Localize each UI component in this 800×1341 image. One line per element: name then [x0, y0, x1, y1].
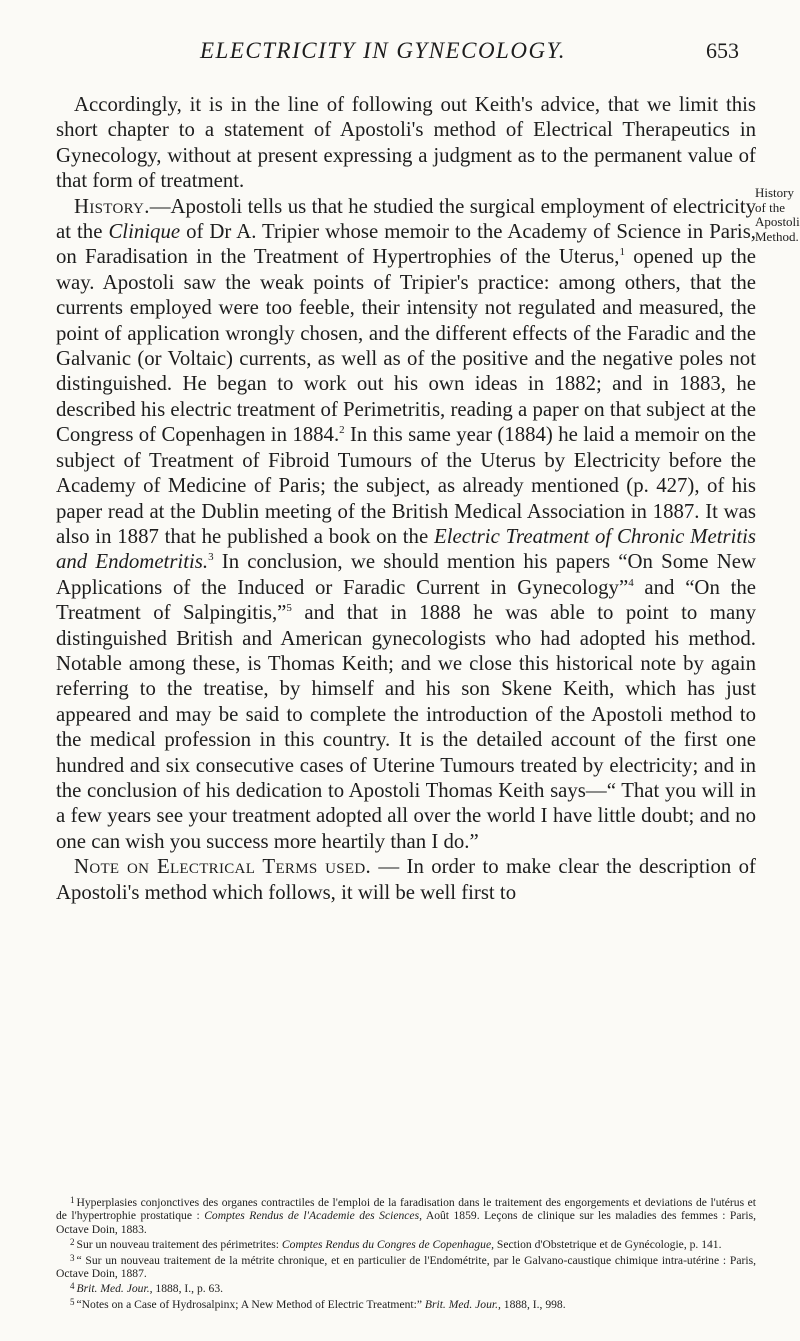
text-run: In this same year (1884) he laid a memoir on the subject of Treatment of Fibroid Tumours of the Uterus by Electricity before the Academy of Medicine of Paris; the subject, as already mentioned (p. 427), of his paper read at the Dublin meeting of the British Medical Association in 1887. It was also in 1887 that he published a book on the	[56, 423, 756, 548]
footnote-source: Comptes Rendus de l'Academie des Sciences,	[204, 1209, 422, 1223]
footnote-text: Sur un nouveau traitement des périmetrites:	[76, 1238, 282, 1252]
footnote-source: Comptes Rendus du Congres de Copenhague,	[281, 1238, 495, 1252]
footnote	[56, 1252, 756, 1281]
text-run: and that in 1888 he was able to point to many distinguished British and American gynecologists who had adopted his method. Notable among these, is Thomas Keith; and we close this historical note by again referring to the treatise, by himself and his son Skene Keith, which has just appeared and may be said to complete the introduction of the Apostoli method to the medical profession in this country. It is the detailed account of the first one hundred and six consecutive cases of Uterine Tumours treated by electricity; and in the conclusion of his dedication to Apostoli Thomas Keith says—“ That you will in a few years see your treatment adopted all over the world I have little doubt; and no one can wish you success more heartily than I do.”	[56, 601, 756, 853]
paragraph-intro: Accordingly, it is in the line of following out Keith's advice, that we limit this short chapter to a statement of Apostoli's method of Electrical Therapeutics in Gynecology, without at present expressing a judgment as to the permanent value of that form of treatment.	[56, 93, 756, 193]
italic-clinique: Clinique	[108, 220, 181, 244]
footnote-source: Brit. Med. Jour.,	[424, 1297, 501, 1311]
footnote-text: “Notes on a Case of Hydrosalpinx; A New Method of Electric Treatment:”	[76, 1297, 425, 1311]
footnote-text: “ Sur un nouveau traitement de la métrite chronique, et en particulier de l'Endométrite, par le Galvano-caustique chimique intra-utérine : Paris, Octave Doin, 1887.	[56, 1253, 756, 1281]
footnote-text: 1888, I., 998.	[500, 1297, 566, 1311]
text-run: —Apostoli tells us that he studied the surgical employment of electricity at the	[56, 194, 756, 244]
paragraph-note	[56, 854, 756, 905]
margin-note-line: Apostoli	[755, 214, 800, 229]
margin-note-line: of the	[755, 199, 785, 215]
text-run: and “On the Treatment of Salpingitis,”	[56, 575, 756, 625]
text-run: In conclusion, we should mention his papers “On Some New Applications of the Induced or Faradic Current in Gynecology”	[56, 550, 757, 599]
footnote-ref: 5	[286, 602, 292, 615]
footnotes	[56, 1194, 756, 1311]
footnote	[56, 1296, 756, 1311]
footnote	[56, 1236, 756, 1251]
footnote-number: 4	[70, 1281, 75, 1292]
paragraph-history	[56, 194, 756, 855]
footnote-ref: 3	[208, 551, 214, 564]
margin-note-line: Method.	[755, 228, 799, 244]
footnote	[56, 1280, 756, 1295]
footnote-ref: 4	[628, 576, 634, 589]
footnote-number: 5	[70, 1296, 75, 1307]
section-heading-history: History.	[74, 194, 150, 218]
footnote-number: 3	[70, 1252, 75, 1263]
running-header	[0, 38, 800, 68]
text-run: of Dr A. Tripier whose memoir to the Academy of Science in Paris, on Faradisation in the Treatment of Hypertrophies of the Uterus,	[56, 220, 756, 269]
footnote-number: 2	[70, 1237, 75, 1248]
footnote	[56, 1194, 756, 1236]
footnote-ref: 1	[619, 246, 625, 259]
main-text	[56, 92, 756, 905]
running-title: ELECTRICITY IN GYNECOLOGY.	[200, 38, 566, 63]
page-number: 653	[706, 38, 739, 63]
footnote-text: 1888, I., p. 63.	[152, 1282, 224, 1296]
margin-note	[755, 186, 800, 244]
footnote-text: Section d'Obstetrique et de Gynécologie, p. 141.	[494, 1238, 722, 1252]
footnote-number: 1	[70, 1195, 75, 1205]
margin-note-line: History	[755, 185, 794, 200]
italic-book-title: Electric Treatment of Chronic Metritis and Endometritis.	[56, 524, 757, 574]
text-run: — In order to make clear the description of Apostoli's method which follows, it will be well first to	[56, 855, 756, 904]
footnote-ref: 2	[339, 424, 345, 437]
text-run: opened up the way. Apostoli saw the weak points of Tripier's practice: among others, that the currents employed were too feeble, their intensity not regulated and measured, the point of application wrongly chosen, and the different effects of the Faradic and the Galvanic (or Voltaic) currents, as well as of the positive and the negative poles not distinguished. He began to work out his own ideas in 1882; and in 1883, he described his electric treatment of Perimetritis, reading a paper on that subject at the Congress of Copenhagen in 1884.	[56, 245, 757, 447]
section-heading-note: Note on Electrical Terms used.	[74, 855, 372, 879]
footnote-source: Brit. Med. Jour.,	[76, 1282, 153, 1296]
footnote-text: Août 1859. Leçons de clinique sur les maladies des femmes : Paris, Octave Doin, 1883.	[56, 1209, 756, 1236]
footnote-text: Hyperplasies conjonctives des organes contractiles de l'emploi de la faradisation dans le traitement des engorgements et deviations de l'utérus et de l'hypertrophie prostatique :	[56, 1196, 756, 1223]
